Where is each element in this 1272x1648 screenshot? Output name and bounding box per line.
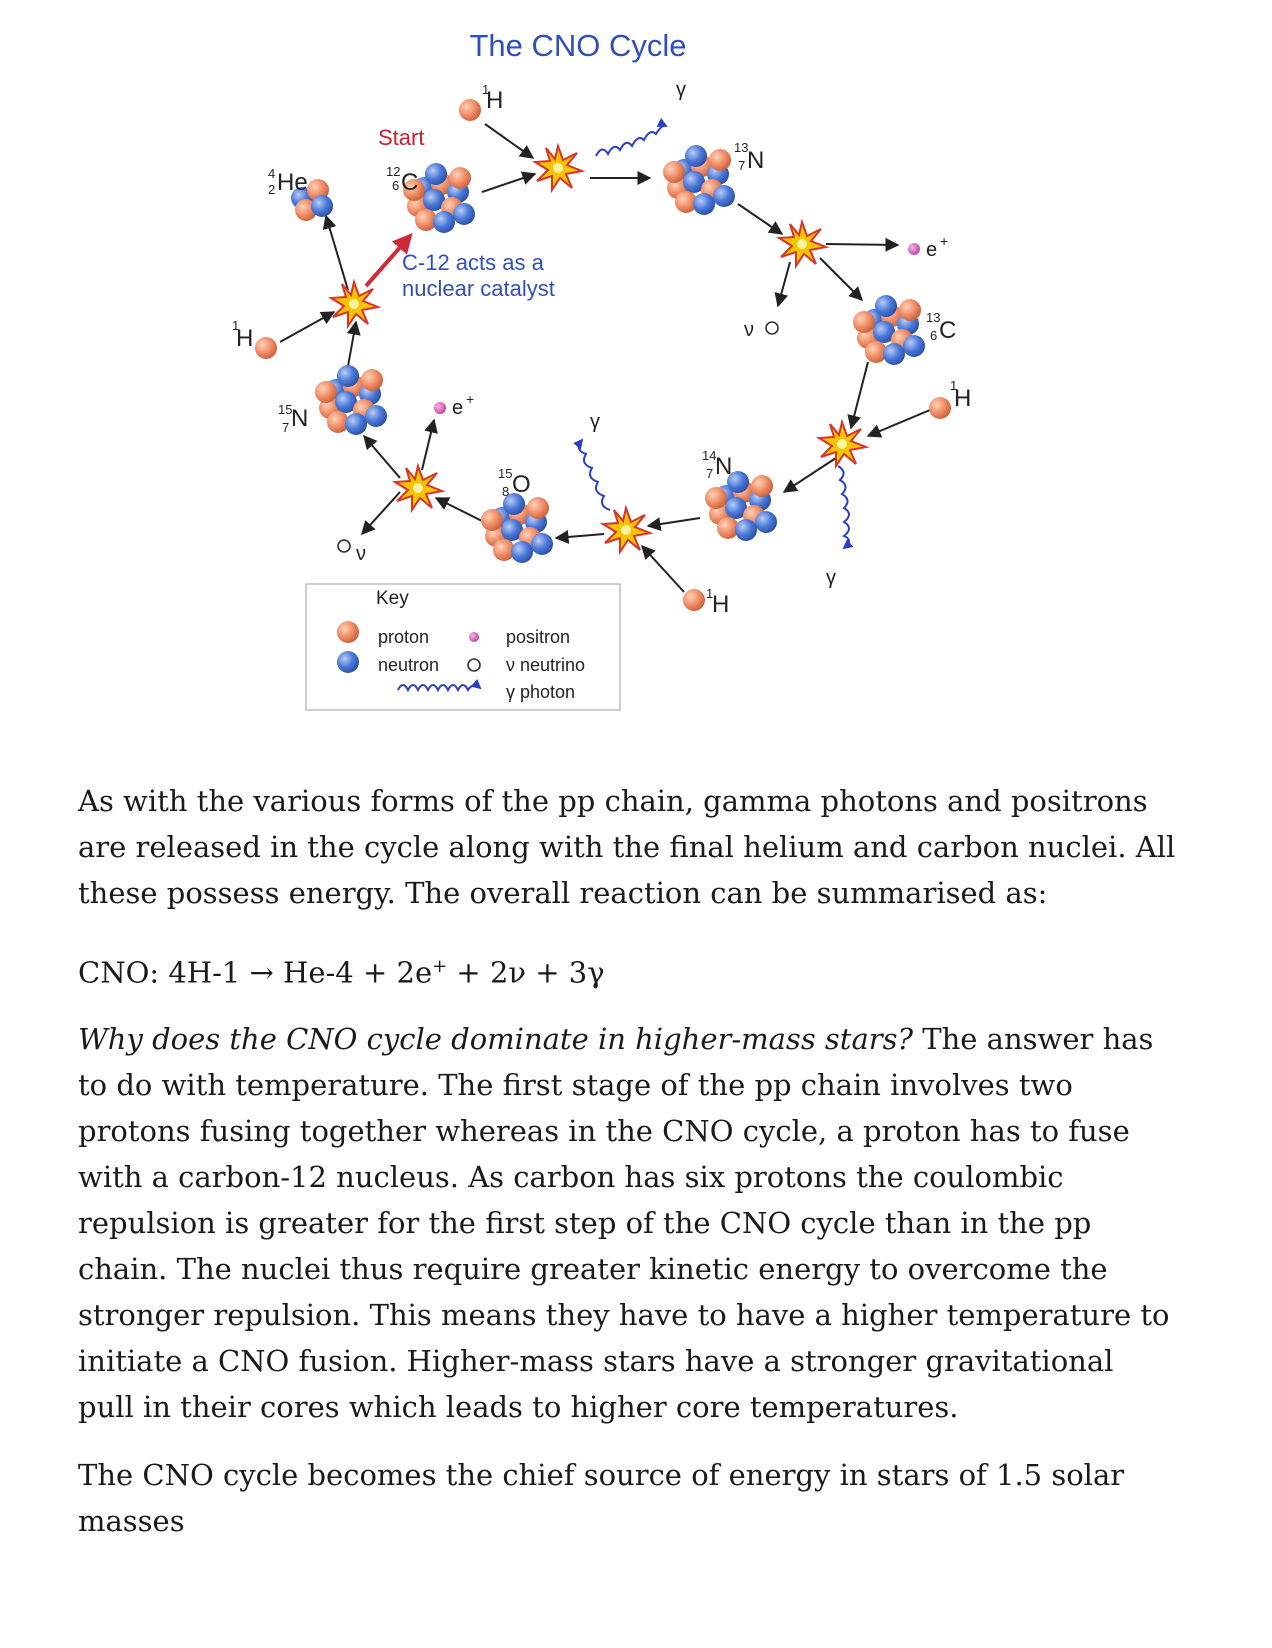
- svg-text:O: O: [512, 471, 531, 498]
- svg-text:H: H: [712, 591, 730, 618]
- key-positron-swatch: [469, 632, 479, 642]
- cno-cycle-diagram: [0, 0, 1272, 760]
- nucleus-n15: [315, 365, 387, 435]
- proton-h-right: [929, 397, 951, 419]
- reaction-star-4: [603, 508, 650, 552]
- key-title: Key: [376, 588, 409, 609]
- label-c12: [386, 164, 418, 196]
- answer-text: The answer has to do with temperature. The first stage of the pp chain involves two protons fusing together whereas in the CNO cycle, a proton has to fuse with a carbon-12 nucleus. As carbon has six protons the coulombic repulsion is greater for the first step of the CNO cycle than in the pp chain. The nuclei thus require greater kinetic energy to overcome the stronger repulsion. This means they have to have a higher temperature to initiate a CNO fusion. Higher-mass stars have a stronger gravitational pull in their cores which leads to higher core temperatures.: [78, 1022, 1170, 1424]
- key-proton-swatch: [337, 621, 359, 643]
- neutrino-label-upper: ν: [744, 319, 754, 341]
- svg-text:C: C: [939, 317, 957, 344]
- neutrino-upper: [766, 322, 778, 334]
- svg-text:N: N: [291, 405, 309, 432]
- paragraph-solar-masses: The CNO cycle becomes the chief source of energy in stars of 1.5 solar masses: [78, 1458, 1125, 1538]
- svg-text:N: N: [715, 453, 733, 480]
- svg-text:14: 14: [702, 448, 717, 463]
- svg-text:15: 15: [278, 402, 293, 417]
- nucleus-o15: [481, 493, 553, 563]
- catalyst-label-line2: nuclear catalyst: [402, 276, 555, 301]
- label-h-right: [950, 378, 971, 412]
- start-label: Start: [378, 125, 425, 150]
- svg-text:C: C: [401, 169, 419, 196]
- reaction-arrows: [280, 124, 930, 592]
- svg-text:H: H: [486, 87, 504, 114]
- proton-h-bottom: [683, 589, 705, 611]
- svg-text:1: 1: [950, 378, 958, 393]
- label-o15: [498, 466, 531, 499]
- key-neutron-label: neutron: [378, 655, 440, 675]
- nucleus-n14: [705, 471, 777, 541]
- label-n13: [734, 140, 764, 174]
- nucleus-c13: [853, 295, 925, 365]
- svg-text:8: 8: [502, 484, 510, 499]
- reaction-star-1: [535, 146, 582, 190]
- svg-text:7: 7: [282, 420, 290, 435]
- equation-superscript: +: [432, 956, 448, 977]
- gamma-label-right: γ: [826, 567, 836, 589]
- svg-text:H: H: [954, 385, 972, 412]
- neutrino-lower: [338, 540, 350, 552]
- svg-text:6: 6: [392, 178, 400, 193]
- reaction-star-6: [331, 282, 378, 326]
- catalyst-label-line1: C-12 acts as a: [402, 250, 544, 275]
- label-h-bottom: [706, 586, 729, 618]
- key-legend: [306, 584, 620, 710]
- question-text: Why does the CNO cycle dominate in higher-mass stars?: [78, 1022, 914, 1056]
- svg-text:7: 7: [706, 466, 714, 481]
- diagram-title: The CNO Cycle: [469, 28, 687, 63]
- svg-text:12: 12: [386, 164, 401, 179]
- svg-text:2: 2: [268, 182, 276, 197]
- svg-text:e: e: [926, 239, 938, 261]
- label-n14: [702, 448, 732, 481]
- key-neutron-swatch: [337, 651, 359, 673]
- equation-lhs: CNO: 4H-1 → He-4 + 2e: [78, 955, 433, 990]
- svg-text:1: 1: [482, 82, 490, 97]
- label-h-top: [482, 82, 503, 114]
- label-c13: [926, 310, 956, 344]
- positron-label-upper: [926, 233, 948, 261]
- positron-label-lower: [452, 391, 474, 419]
- equation-rhs: + 2ν + 3γ: [447, 955, 605, 990]
- svg-text:N: N: [747, 147, 765, 174]
- paragraph-gamma-positrons: As with the various forms of the pp chain, gamma photons and positrons are released in the cycle along with the final helium and carbon nuclei. All these possess energy. The overall reaction can be summarised as:: [78, 784, 1176, 910]
- positron-lower: [434, 402, 446, 414]
- neutrino-label-lower: ν: [356, 543, 366, 565]
- reaction-star-5: [395, 466, 442, 510]
- cno-equation: [78, 944, 1178, 996]
- gamma-label-top: γ: [676, 79, 686, 101]
- reaction-star-2: [779, 222, 826, 266]
- paragraph-higher-mass-stars: [78, 1016, 1178, 1430]
- gamma-label-middle: γ: [590, 411, 600, 433]
- key-neutrino-label: ν neutrino: [506, 655, 586, 675]
- nucleus-n13: [663, 145, 735, 215]
- reaction-star-3: [819, 422, 866, 466]
- proton-h-top: [459, 99, 481, 121]
- svg-text:4: 4: [268, 166, 276, 181]
- svg-text:13: 13: [926, 310, 941, 325]
- positron-upper: [908, 243, 920, 255]
- label-h-left: [232, 318, 253, 352]
- svg-text:6: 6: [930, 328, 938, 343]
- svg-text:e: e: [452, 397, 464, 419]
- svg-text:1: 1: [706, 586, 714, 601]
- svg-text:7: 7: [738, 158, 746, 173]
- svg-text:H: H: [236, 325, 254, 352]
- svg-text:15: 15: [498, 466, 513, 481]
- key-proton-label: proton: [378, 627, 430, 647]
- svg-text:+: +: [940, 233, 949, 249]
- proton-h-left: [255, 337, 277, 359]
- label-n15: [278, 402, 308, 435]
- svg-text:+: +: [466, 391, 475, 407]
- label-he4: [268, 166, 308, 197]
- svg-text:1: 1: [232, 318, 240, 333]
- svg-text:13: 13: [734, 140, 749, 155]
- svg-text:He: He: [277, 169, 308, 196]
- key-positron-label: positron: [506, 627, 571, 647]
- key-photon-label: γ photon: [506, 682, 576, 702]
